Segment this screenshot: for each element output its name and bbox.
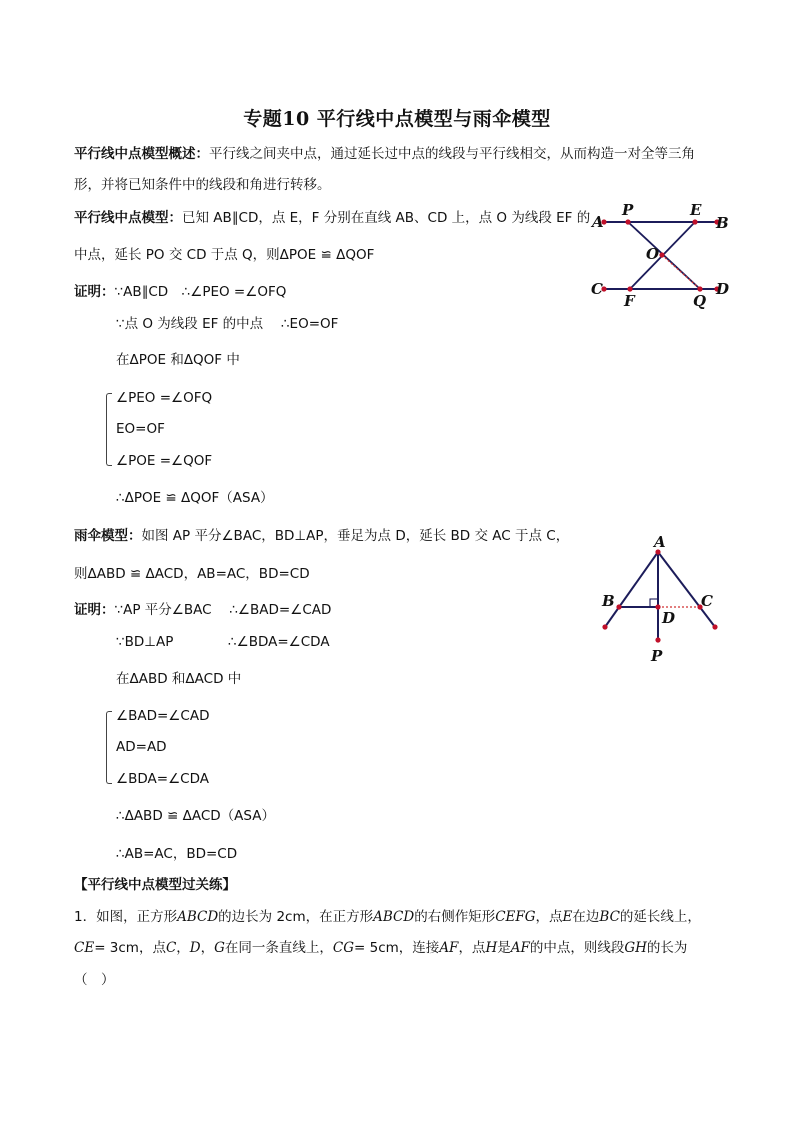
q1-text: 的右侧作矩形 <box>414 909 496 925</box>
proof2-line-2a: ∵BD⊥AP <box>116 634 174 650</box>
proof1-text-1: ∵AB∥CD ∴∠PEO =∠OFQ <box>114 284 287 300</box>
label-a2: A <box>654 533 666 551</box>
q1-var: AF <box>510 940 530 956</box>
brace-2 <box>106 711 112 784</box>
q1-text: = 5cm，连接 <box>354 940 440 956</box>
q1-answer-bracket: （ ） <box>74 972 115 988</box>
q1-var: ABCD <box>373 909 415 925</box>
model-line-1 <box>74 208 590 228</box>
model-label: 平行线中点模型： <box>74 210 182 226</box>
q1-var: AF <box>439 940 459 956</box>
q1-text: 的边长为 2cm，在正方形 <box>218 909 374 925</box>
brace1-line-1: ∠PEO =∠OFQ <box>116 390 213 406</box>
parallel-midpoint-figure <box>590 200 740 315</box>
label-c: C <box>591 280 603 298</box>
q1-var: G <box>214 940 225 956</box>
overview-text-1: 平行线之间夹中点，通过延长过中点的线段与平行线相交，从而构造一对全等三角 <box>209 146 695 162</box>
q1-text: ，点 <box>535 909 563 925</box>
q1-var: CEFG <box>495 909 536 925</box>
q1-text: ， <box>200 940 215 956</box>
label-p2: P <box>651 647 663 665</box>
label-a: A <box>592 213 604 231</box>
segment-ab <box>605 552 658 627</box>
q1-var: H <box>485 940 498 956</box>
brace-1 <box>106 393 112 466</box>
proof2-line-2b: ∴∠BDA=∠CDA <box>228 634 330 650</box>
q1-var: BC <box>599 909 620 925</box>
proof2-line-3: 在ΔABD 和ΔACD 中 <box>116 671 242 687</box>
model-text-1: 已知 AB∥CD，点 E，F 分别在直线 AB、CD 上，点 O 为线段 EF 的 <box>182 210 591 226</box>
label-b: B <box>716 214 729 232</box>
proof2-label: 证明： <box>74 602 115 618</box>
q1-text: 1．如图，正方形 <box>74 909 178 925</box>
proof1-line-3: 在ΔPOE 和ΔQOF 中 <box>116 352 240 368</box>
q1-text: ，点 <box>458 940 486 956</box>
q1-text: ， <box>176 940 190 956</box>
proof2-line-1 <box>74 600 331 620</box>
brace1-line-3: ∠POE =∠QOF <box>116 453 213 469</box>
overview-label: 平行线中点模型概述： <box>74 146 209 162</box>
q1-var: CE <box>74 940 95 956</box>
umbrella-line-2: 则ΔABD ≌ ΔACD，AB=AC，BD=CD <box>74 566 310 582</box>
q1-text: 的中点，则线段 <box>529 940 625 956</box>
page-title: 专题10 平行线中点模型与雨伞模型 <box>243 108 551 130</box>
q1-text: 是 <box>497 940 511 956</box>
label-c2: C <box>701 592 713 610</box>
q1-line-1 <box>74 907 701 927</box>
overview-line-2: 形，并将已知条件中的线段和角进行转移。 <box>74 177 331 193</box>
brace1-line-2: EO=OF <box>116 421 165 437</box>
proof1-label: 证明： <box>74 284 115 300</box>
label-q: Q <box>693 292 707 310</box>
label-p: P <box>622 201 634 219</box>
proof1-line-1 <box>74 282 286 302</box>
q1-var: GH <box>624 940 647 956</box>
q1-line-2 <box>74 938 687 958</box>
label-d: D <box>716 280 730 298</box>
umbrella-figure <box>592 530 732 670</box>
label-d2: D <box>662 609 676 627</box>
label-o: O <box>646 245 660 263</box>
proof2-conclusion-2: ∴AB=AC，BD=CD <box>116 846 238 862</box>
brace2-line-3: ∠BDA=∠CDA <box>116 771 209 787</box>
proof1-line-2: ∵点 O 为线段 EF 的中点 ∴EO=OF <box>116 316 339 332</box>
umbrella-line-1 <box>74 526 569 546</box>
practice-heading: 【平行线中点模型过关练】 <box>74 877 236 893</box>
q1-text: 的延长线上， <box>619 909 701 925</box>
model-line-2: 中点，延长 PO 交 CD 于点 Q，则ΔPOE ≌ ΔQOF <box>74 247 375 263</box>
label-f: F <box>624 292 635 310</box>
umbrella-text-1: 如图 AP 平分∠BAC，BD⊥AP，垂足为点 D，延长 BD 交 AC 于点 C， <box>141 528 570 544</box>
umbrella-label: 雨伞模型： <box>74 528 142 544</box>
q1-text: 在边 <box>572 909 600 925</box>
q1-var: CG <box>332 940 355 956</box>
overview-line-1 <box>74 144 695 164</box>
q1-var: ABCD <box>177 909 219 925</box>
q1-text: = 3cm，点 <box>94 940 166 956</box>
q1-var: D <box>189 940 201 956</box>
q1-var: C <box>165 940 177 956</box>
brace2-line-2: AD=AD <box>116 739 167 755</box>
brace2-line-1: ∠BAD=∠CAD <box>116 708 210 724</box>
proof2-text-1: ∵AP 平分∠BAC ∴∠BAD=∠CAD <box>114 602 332 618</box>
proof2-conclusion-1: ∴ΔABD ≌ ΔACD（ASA） <box>116 808 275 824</box>
label-e: E <box>690 201 702 219</box>
label-b2: B <box>602 592 615 610</box>
proof1-conclusion: ∴ΔPOE ≌ ΔQOF（ASA） <box>116 490 274 506</box>
q1-var: E <box>562 909 573 925</box>
q1-text: 的长为 <box>646 940 688 956</box>
q1-text: 在同一条直线上， <box>224 940 333 956</box>
